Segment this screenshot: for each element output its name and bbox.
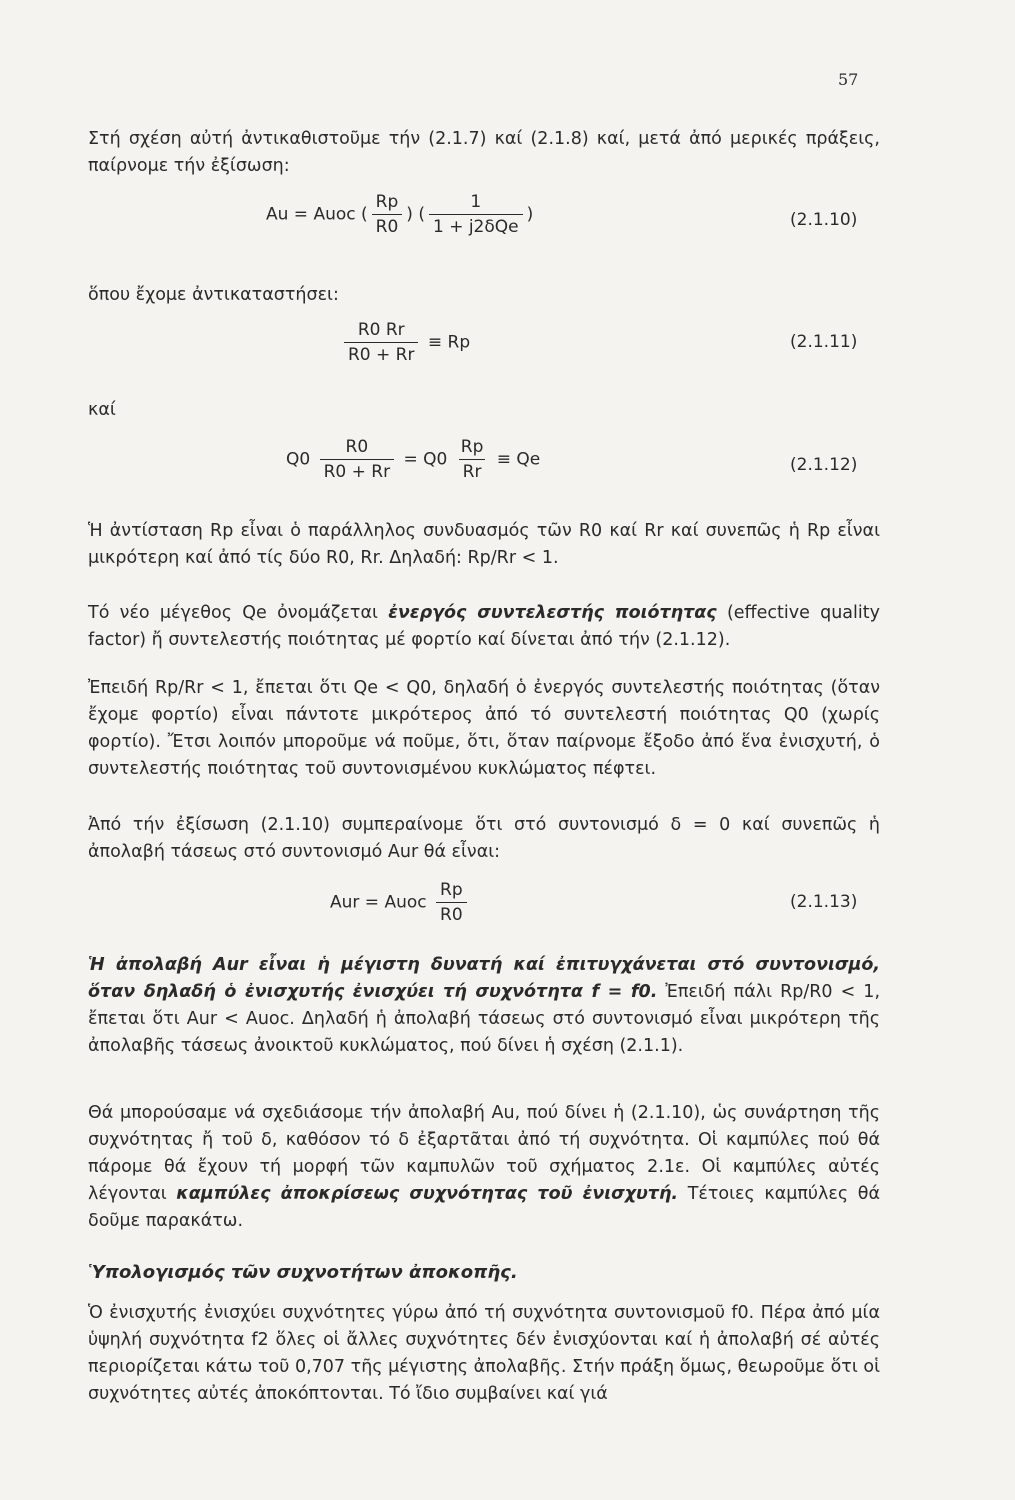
paragraph-substitution: ὅπου ἔχομε ἀντικαταστήσει: — [88, 285, 339, 305]
p5-text-a: Τό νέο μέγεθος Qe ὀνομάζεται — [88, 603, 389, 623]
page-number: 57 — [838, 70, 859, 89]
equation-2-1-12 — [286, 437, 540, 482]
eq10-frac1-num: Rp — [375, 192, 399, 212]
equation-2-1-13 — [330, 880, 471, 925]
paragraph-response-curves — [88, 1100, 880, 1235]
p9-text-b: Τέτοιες καμπύλες θά δοῦμε παρακάτω. — [88, 1184, 880, 1231]
eq12-frac2-num: Rp — [460, 437, 484, 457]
eq11-rhs: ≡ Rp — [427, 332, 471, 353]
paragraph-cutoff: Ὁ ἐνισχυτής ἐνισχύει συχνότητες γύρω ἀπό τή συχνότητα συντονισμοῦ f0. Πέρα ἀπό μία ὑψηλή συχνότητα f2 ὅλες οἱ ἄλλες συχνότητες δέν ἐνισχύονται καί ἡ ἀπολαβή σέ αὐτές περιορίζεται κάτω τοῦ 0,707 τῆς μέγιστης ἀπολαβῆς. Στήν πράξη ὅμως, θεωροῦμε ὅτι οἱ συχνότητες αὐτές ἀποκόπτονται. Τό ἴδιο συμβαίνει καί γιά — [88, 1303, 880, 1404]
eq12-frac1-num: R0 — [345, 437, 369, 457]
p8-text: Ἐπειδή πάλι Rp/R0 < 1, ἔπεται ὅτι Aur < Auoc. Δηλαδή ἡ ἀπολαβή τάσεως στό συντονισμό εἶναι μικρότερη τῆς ἀπολαβῆς τάσεως ἀνοικτοῦ κυκλώματος, πού δίνει ἡ σχέση (2.1.1). — [88, 982, 881, 1056]
eq11-num: R0 Rr — [357, 320, 405, 340]
paragraph-from-equation: Ἀπό τήν ἐξίσωση (2.1.10) συμπεραίνομε ὅτι στό συντονισμό δ = 0 καί συνεπῶς ἡ ἀπολαβή τάσεως στό συντονισμό Aur θά εἶναι: — [88, 815, 880, 862]
equation-2-1-11 — [340, 320, 470, 365]
p5-text-b: (effective quality factor) ἤ συντελεστής ποιότητας μέ φορτίο καί δίνεται ἀπό τήν (2.1.12). — [88, 603, 880, 650]
equation-2-1-10: Au = Auoc ( $\frac{Rp}{R0}$ ) ( $\frac{1}{\text{1 + j2δQe}}$ ) — [266, 192, 534, 237]
equation-label-2-1-11: (2.1.11) — [790, 332, 858, 352]
eq11-den: R0 + Rr — [344, 342, 418, 365]
p9-emphasis: καμπύλες ἀποκρίσεως συχνότητας τοῦ ἐνισχυτή. — [176, 1184, 679, 1204]
p8-emphasis: Ἡ ἀπολαβή Aur εἶναι ἡ μέγιστη δυνατή καί ἐπιτυγχάνεται στό συντονισμό, ὅταν δηλαδή ὁ ἐνισχυτής ἐνισχύει τή συχνότητα f = f0. — [88, 955, 880, 1002]
equation-label-2-1-10: (2.1.10) — [790, 210, 858, 230]
eq13-num: Rp — [440, 880, 463, 900]
paragraph-and: καί — [88, 400, 116, 420]
eq12-rhs: ≡ Qe — [496, 449, 541, 470]
eq12-mid: = Q0 — [403, 449, 448, 470]
eq10-frac1-den: R0 — [372, 214, 403, 237]
eq12-frac2-den: Rr — [459, 459, 486, 482]
equation-label-2-1-12: (2.1.12) — [790, 455, 858, 475]
p5-emphasis: ἐνεργός συντελεστής ποιότητας — [388, 603, 717, 623]
paragraph-max-gain — [88, 952, 880, 1060]
eq12-lhs: Q0 — [286, 449, 311, 470]
paragraph-intro: Στή σχέση αὐτή ἀντικαθιστοῦμε τήν (2.1.7) καί (2.1.8) καί, μετά ἀπό μερικές πράξεις, παίρνομε τήν ἐξίσωση: — [88, 129, 880, 176]
equation-label-2-1-13: (2.1.13) — [790, 892, 858, 912]
eq12-frac1-den: R0 + Rr — [320, 459, 394, 482]
paragraph-parallel: Ἡ ἀντίσταση Rp εἶναι ὁ παράλληλος συνδυασμός τῶν R0 καί Rr καί συνεπῶς ἡ Rp εἶναι μικρότερη καί ἀπό τίς δύο R0, Rr. Δηλαδή: Rp/Rr < 1. — [88, 521, 880, 568]
eq13-lhs: Aur = Auoc — [330, 892, 427, 913]
paragraph-since: Ἐπειδή Rp/Rr < 1, ἔπεται ὅτι Qe < Q0, δηλαδή ὁ ἐνεργός συντελεστής ποιότητας (ὅταν ἔχομε φορτίο) εἶναι πάντοτε μικρότερος ἀπό τό συντελεστή ποιότητας Q0 (χωρίς φορτίο). Ἔτσι λοιπόν μποροῦμε νά ποῦμε, ὅτι, ὅταν παίρνομε ἔξοδο ἀπό ἕνα ἐνισχυτή, ὁ συντελεστής ποιότητας τοῦ συντονισμένου κυκλώματος πέφτει. — [88, 678, 880, 779]
paragraph-effective-q — [88, 600, 880, 654]
section-heading: Ὑπολογισμός τῶν συχνοτήτων ἀποκοπῆς. — [88, 1262, 518, 1283]
eq10-lhs: Au = Auoc — [266, 204, 356, 225]
eq10-frac2-num: 1 — [470, 192, 482, 212]
eq13-den: R0 — [436, 902, 467, 925]
eq10-frac2-den: 1 + j2δQe — [429, 214, 523, 237]
p9-text-a: Θά μπορούσαμε νά σχεδιάσομε τήν ἀπολαβή Au, πού δίνει ἡ (2.1.10), ὡς συνάρτηση τῆς συχνότητας ἤ τοῦ δ, καθόσον τό δ ἐξαρτᾶται ἀπό τή συχνότητα. Οἱ καμπύλες πού θά πάρομε θά ἔχουν τή μορφή τῶν καμπυλῶν τοῦ σχήματος 2.1ε. Οἱ καμπύλες αὐτές λέγονται — [88, 1103, 880, 1204]
